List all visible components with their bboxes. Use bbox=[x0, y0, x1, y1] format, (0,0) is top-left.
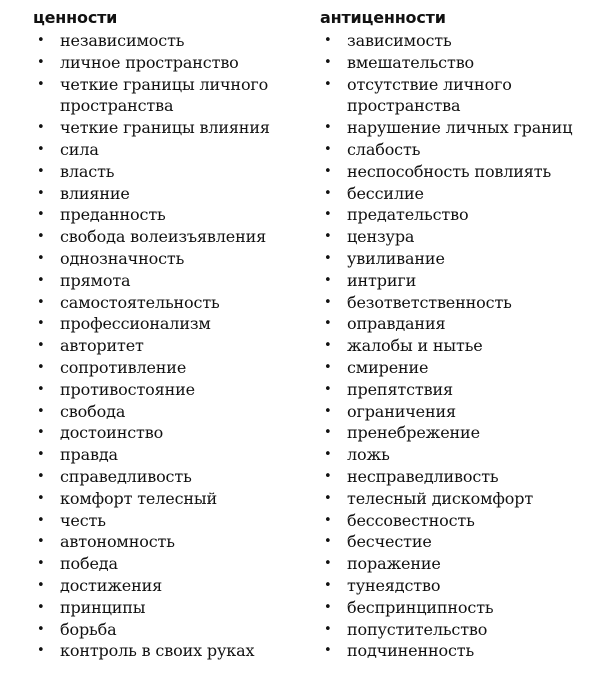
list-item-text: ложь bbox=[347, 445, 390, 465]
bullet-icon: • bbox=[324, 490, 332, 506]
list-item bbox=[320, 379, 588, 401]
bullet-icon: • bbox=[37, 447, 45, 463]
bullet-icon: • bbox=[37, 359, 45, 375]
bullet-icon: • bbox=[37, 185, 45, 201]
list-item-text: самостоятельность bbox=[60, 292, 220, 312]
bullet-icon: • bbox=[37, 294, 45, 310]
list-item-text: нарушение личных границ bbox=[347, 118, 573, 138]
list-item-text: увиливание bbox=[347, 248, 445, 268]
list-item bbox=[320, 292, 588, 314]
list-item bbox=[320, 422, 588, 444]
list-item-text: профессионализм bbox=[60, 314, 211, 334]
list-item bbox=[33, 401, 315, 423]
list-item bbox=[320, 52, 588, 74]
bullet-icon: • bbox=[37, 403, 45, 419]
list-item-text: честь bbox=[60, 510, 106, 530]
list-item bbox=[320, 575, 588, 597]
bullet-icon: • bbox=[324, 294, 332, 310]
list-item-text: справедливость bbox=[60, 466, 192, 486]
list-item bbox=[320, 510, 588, 532]
list-item bbox=[320, 488, 588, 510]
list-item-text: ограничения bbox=[347, 401, 456, 421]
list-item-text: личное пространство bbox=[60, 52, 239, 72]
list-item bbox=[320, 226, 588, 248]
list-item bbox=[320, 117, 588, 139]
bullet-icon: • bbox=[37, 338, 45, 354]
bullet-icon: • bbox=[37, 229, 45, 245]
antivalues-list bbox=[320, 30, 588, 662]
list-item bbox=[320, 335, 588, 357]
bullet-icon: • bbox=[37, 599, 45, 615]
list-item bbox=[320, 183, 588, 205]
bullet-icon: • bbox=[37, 54, 45, 70]
bullet-icon: • bbox=[37, 512, 45, 528]
list-item-text: тунеядство bbox=[347, 575, 441, 595]
bullet-icon: • bbox=[324, 599, 332, 615]
list-item bbox=[33, 357, 315, 379]
list-item-text: вмешательство bbox=[347, 52, 475, 72]
bullet-icon: • bbox=[324, 534, 332, 550]
list-item-text: неспособность повлиять bbox=[347, 161, 552, 181]
bullet-icon: • bbox=[37, 141, 45, 157]
list-item-text: четкие границы личного пространства bbox=[60, 74, 269, 116]
values-list bbox=[33, 30, 315, 662]
list-item-text: несправедливость bbox=[347, 466, 499, 486]
list-item-text: интриги bbox=[347, 270, 417, 290]
list-item-text: автономность bbox=[60, 532, 175, 552]
list-item-text: победа bbox=[60, 554, 118, 574]
list-item bbox=[320, 619, 588, 641]
bullet-icon: • bbox=[324, 621, 332, 637]
list-item bbox=[33, 531, 315, 553]
list-item bbox=[33, 139, 315, 161]
list-item-text: сопротивление bbox=[60, 357, 187, 377]
list-item bbox=[33, 313, 315, 335]
bullet-icon: • bbox=[324, 163, 332, 179]
list-item-text: смирение bbox=[347, 357, 429, 377]
bullet-icon: • bbox=[324, 185, 332, 201]
list-item bbox=[320, 139, 588, 161]
bullet-icon: • bbox=[324, 338, 332, 354]
list-item-text: цензура bbox=[347, 227, 415, 247]
list-item bbox=[33, 74, 315, 118]
bullet-icon: • bbox=[37, 250, 45, 266]
list-item-text: достижения bbox=[60, 575, 163, 595]
list-item bbox=[320, 553, 588, 575]
list-item bbox=[33, 640, 315, 662]
list-item bbox=[320, 248, 588, 270]
list-item bbox=[320, 466, 588, 488]
bullet-icon: • bbox=[37, 76, 45, 92]
list-item bbox=[33, 466, 315, 488]
list-item bbox=[320, 597, 588, 619]
antivalues-column bbox=[320, 6, 588, 662]
bullet-icon: • bbox=[324, 76, 332, 92]
bullet-icon: • bbox=[324, 447, 332, 463]
bullet-icon: • bbox=[37, 643, 45, 659]
bullet-icon: • bbox=[37, 490, 45, 506]
list-item-text: прямота bbox=[60, 270, 131, 290]
list-item bbox=[33, 422, 315, 444]
list-item bbox=[33, 270, 315, 292]
bullet-icon: • bbox=[37, 468, 45, 484]
bullet-icon: • bbox=[37, 425, 45, 441]
antivalues-title: антиценности bbox=[320, 8, 446, 27]
bullet-icon: • bbox=[324, 556, 332, 572]
bullet-icon: • bbox=[37, 120, 45, 136]
list-item-text: достоинство bbox=[60, 423, 164, 443]
bullet-icon: • bbox=[324, 577, 332, 593]
list-item-text: пренебрежение bbox=[347, 423, 480, 443]
bullet-icon: • bbox=[324, 403, 332, 419]
list-item bbox=[33, 161, 315, 183]
list-item-text: однозначность bbox=[60, 248, 185, 268]
bullet-icon: • bbox=[324, 468, 332, 484]
bullet-icon: • bbox=[324, 141, 332, 157]
list-item-text: борьба bbox=[60, 619, 117, 639]
list-item bbox=[33, 292, 315, 314]
list-item bbox=[320, 357, 588, 379]
list-item bbox=[33, 597, 315, 619]
list-item bbox=[33, 488, 315, 510]
list-item-text: правда bbox=[60, 445, 118, 465]
bullet-icon: • bbox=[324, 272, 332, 288]
list-item bbox=[320, 444, 588, 466]
list-item bbox=[33, 204, 315, 226]
bullet-icon: • bbox=[37, 207, 45, 223]
list-item-text: отсутствие личного пространства bbox=[347, 74, 512, 116]
list-item bbox=[33, 510, 315, 532]
list-item-text: оправдания bbox=[347, 314, 446, 334]
list-item bbox=[33, 52, 315, 74]
list-item-text: попустительство bbox=[347, 619, 488, 639]
list-item-text: авторитет bbox=[60, 336, 144, 356]
list-item-text: свобода волеизъявления bbox=[60, 227, 267, 247]
list-item-text: контроль в своих руках bbox=[60, 641, 255, 661]
bullet-icon: • bbox=[324, 643, 332, 659]
list-item-text: слабость bbox=[347, 139, 421, 159]
list-item bbox=[320, 30, 588, 52]
list-item-text: бессилие bbox=[347, 183, 424, 203]
list-item-text: влияние bbox=[60, 183, 130, 203]
bullet-icon: • bbox=[324, 381, 332, 397]
list-item-text: четкие границы влияния bbox=[60, 118, 270, 138]
list-item-text: зависимость bbox=[347, 31, 452, 50]
bullet-icon: • bbox=[324, 120, 332, 136]
list-item-text: сила bbox=[60, 139, 99, 159]
list-item bbox=[320, 204, 588, 226]
list-item-text: телесный дискомфорт bbox=[347, 488, 534, 508]
list-item-text: подчиненность bbox=[347, 641, 475, 661]
bullet-icon: • bbox=[37, 381, 45, 397]
list-item bbox=[33, 117, 315, 139]
list-item-text: бесчестие bbox=[347, 532, 432, 552]
bullet-icon: • bbox=[37, 621, 45, 637]
list-item-text: безответственность bbox=[347, 292, 512, 312]
bullet-icon: • bbox=[37, 534, 45, 550]
list-item-text: свобода bbox=[60, 401, 126, 421]
bullet-icon: • bbox=[324, 250, 332, 266]
list-item bbox=[33, 379, 315, 401]
list-item bbox=[33, 575, 315, 597]
list-item-text: преданность bbox=[60, 205, 166, 225]
list-item-text: беспринципность bbox=[347, 597, 494, 617]
list-item bbox=[320, 74, 588, 118]
list-item bbox=[33, 30, 315, 52]
list-item-text: противостояние bbox=[60, 379, 195, 399]
list-item bbox=[33, 444, 315, 466]
list-item bbox=[320, 401, 588, 423]
list-item bbox=[320, 270, 588, 292]
bullet-icon: • bbox=[37, 577, 45, 593]
bullet-icon: • bbox=[324, 425, 332, 441]
bullet-icon: • bbox=[324, 207, 332, 223]
list-item bbox=[320, 161, 588, 183]
list-item bbox=[33, 248, 315, 270]
bullet-icon: • bbox=[324, 229, 332, 245]
list-item-text: бессовестность bbox=[347, 510, 475, 530]
list-item-text: препятствия bbox=[347, 379, 453, 399]
bullet-icon: • bbox=[37, 556, 45, 572]
list-item bbox=[320, 531, 588, 553]
bullet-icon: • bbox=[37, 163, 45, 179]
bullet-icon: • bbox=[37, 272, 45, 288]
list-item bbox=[33, 553, 315, 575]
list-item-text: предательство bbox=[347, 205, 469, 225]
list-item bbox=[33, 335, 315, 357]
list-item-text: принципы bbox=[60, 597, 146, 617]
bullet-icon: • bbox=[37, 316, 45, 332]
list-item bbox=[33, 183, 315, 205]
bullet-icon: • bbox=[324, 33, 332, 48]
list-item-text: власть bbox=[60, 161, 115, 181]
bullet-icon: • bbox=[324, 54, 332, 70]
list-item-text: независимость bbox=[60, 31, 185, 50]
values-title: ценности bbox=[33, 8, 118, 27]
bullet-icon: • bbox=[324, 359, 332, 375]
list-item bbox=[33, 619, 315, 641]
bullet-icon: • bbox=[37, 33, 45, 48]
list-item-text: поражение bbox=[347, 554, 441, 574]
values-column bbox=[33, 6, 315, 662]
list-item-text: жалобы и нытье bbox=[347, 336, 483, 356]
list-item bbox=[320, 313, 588, 335]
list-item bbox=[33, 226, 315, 248]
list-item-text: комфорт телесный bbox=[60, 488, 217, 508]
list-item bbox=[320, 640, 588, 662]
bullet-icon: • bbox=[324, 316, 332, 332]
bullet-icon: • bbox=[324, 512, 332, 528]
